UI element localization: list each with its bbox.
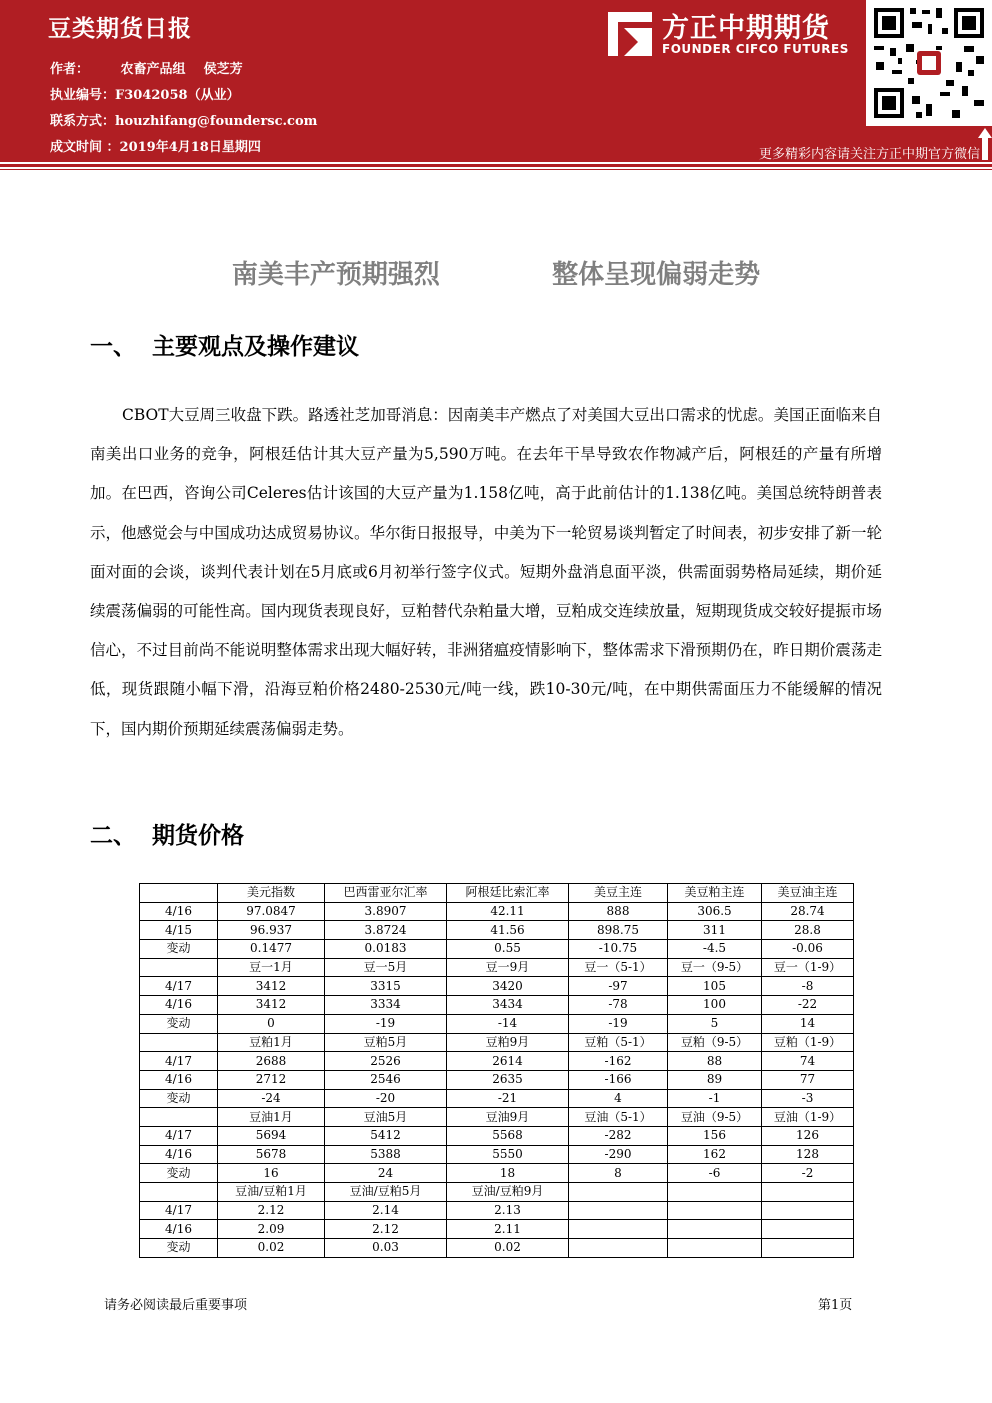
table-cell: 豆油1月 xyxy=(218,1108,325,1127)
row-label-cell: 变动 xyxy=(140,1164,218,1183)
table-row xyxy=(140,921,854,940)
table-row xyxy=(140,884,854,903)
author-label: 作者： xyxy=(50,62,90,77)
row-label-cell: 4/17 xyxy=(140,977,218,996)
table-cell: 89 xyxy=(668,1070,762,1089)
table-cell: 豆油/豆粕9月 xyxy=(447,1183,569,1202)
table-cell: 2546 xyxy=(325,1070,447,1089)
table-cell: 28.74 xyxy=(762,902,854,921)
document-title-part1: 南美丰产预期强烈 xyxy=(231,260,440,290)
table-cell: 888 xyxy=(569,902,668,921)
row-label-cell: 4/16 xyxy=(140,1070,218,1089)
table-cell: 2688 xyxy=(218,1052,325,1071)
table-cell: -19 xyxy=(325,1014,447,1033)
table-cell: 3412 xyxy=(218,996,325,1015)
row-label-cell: 4/16 xyxy=(140,902,218,921)
qr-code xyxy=(866,0,992,126)
table-cell: -24 xyxy=(218,1089,325,1108)
table-cell: -8 xyxy=(762,977,854,996)
table-cell xyxy=(569,1183,668,1202)
table-cell xyxy=(668,1183,762,1202)
table-cell: 豆粕5月 xyxy=(325,1033,447,1052)
table-cell: -19 xyxy=(569,1014,668,1033)
table-cell xyxy=(668,1220,762,1239)
author-line xyxy=(50,58,243,77)
table-cell: 豆油/豆粕5月 xyxy=(325,1183,447,1202)
table-cell: 巴西雷亚尔汇率 xyxy=(325,884,447,903)
table-cell: 5678 xyxy=(218,1145,325,1164)
date-label: 成文时间 ： xyxy=(50,140,120,155)
table-cell: 156 xyxy=(668,1126,762,1145)
footer-notice: 请务必阅读最后重要事项 xyxy=(104,1298,248,1313)
table-row xyxy=(140,1164,854,1183)
table-cell: 5694 xyxy=(218,1126,325,1145)
table-cell: 豆油（5-1） xyxy=(569,1108,668,1127)
section-number: 二、 xyxy=(90,823,136,849)
table-cell: 2.09 xyxy=(218,1220,325,1239)
table-cell: 898.75 xyxy=(569,921,668,940)
table-cell: 4 xyxy=(569,1089,668,1108)
table-cell: -3 xyxy=(762,1089,854,1108)
table-cell: 0.55 xyxy=(447,940,569,959)
table-cell: 豆粕（5-1） xyxy=(569,1033,668,1052)
table-row xyxy=(140,1070,854,1089)
table-cell: 0.02 xyxy=(447,1239,569,1258)
table-cell: 42.11 xyxy=(447,902,569,921)
table-cell: -166 xyxy=(569,1070,668,1089)
date-value: 2019年4月18日星期四 xyxy=(119,140,261,155)
table-cell: 41.56 xyxy=(447,921,569,940)
body-paragraph: CBOT大豆周三收盘下跌。路透社芝加哥消息：因南美丰产燃点了对美国大豆出口需求的忧虑。美国正面临来自南美出口业务的竞争，阿根廷估计其大豆产量为5,590万吨。在去年干旱导致农作物减产后，阿根廷的产量有所增加。在巴西，咨询公司Celeres估计该国的大豆产量为1.158亿吨，高于此前估计的1.138亿吨。美国总统特朗普表示，他感觉会与中国成功达成贸易协议。华尔街日报报导，中美为下一轮贸易谈判暂定了时间表，初步安排了新一轮面对面的会谈，谈判代表计划在5月底或6月初举行签字仪式。短期外盘消息面平淡，供需面弱势格局延续，期价延续震荡偏弱的可能性高。国内现货表现良好，豆粕替代杂粕量大增，豆粕成交连续放量，短期现货成交较好提振市场信心，不过目前尚不能说明整体需求出现大幅好转，非洲猪瘟疫情影响下，整体需求下滑预期仍在，昨日期价震荡走低，现货跟随小幅下滑，沿海豆粕价格2480-2530元/吨一线，跌10-30元/吨，在中期供需面压力不能缓解的情况下，国内期价预期延续震荡偏弱走势。 xyxy=(90,406,882,738)
table-row xyxy=(140,1033,854,1052)
table-cell: -22 xyxy=(762,996,854,1015)
table-cell: 美豆主连 xyxy=(569,884,668,903)
license-value: F3042058（从业） xyxy=(115,88,240,103)
table-cell xyxy=(569,1220,668,1239)
table-cell xyxy=(762,1220,854,1239)
header-divider-thin xyxy=(0,169,992,170)
table-cell: 0.03 xyxy=(325,1239,447,1258)
table-cell: -0.06 xyxy=(762,940,854,959)
table-row xyxy=(140,958,854,977)
table-cell xyxy=(762,1183,854,1202)
table-cell: 5 xyxy=(668,1014,762,1033)
table-cell: 128 xyxy=(762,1145,854,1164)
table-cell: 311 xyxy=(668,921,762,940)
contact-label: 联系方式： xyxy=(50,114,116,129)
row-label-cell: 4/16 xyxy=(140,996,218,1015)
table-cell: 5568 xyxy=(447,1126,569,1145)
table-cell: 美豆粕主连 xyxy=(668,884,762,903)
logo-cn-text: 方正中期期货 xyxy=(662,13,830,44)
row-label-cell: 变动 xyxy=(140,940,218,959)
table-cell: 3420 xyxy=(447,977,569,996)
table-cell xyxy=(668,1239,762,1258)
table-cell: 100 xyxy=(668,996,762,1015)
table-cell: 2635 xyxy=(447,1070,569,1089)
page-number: 第1页 xyxy=(818,1298,853,1313)
table-cell: 97.0847 xyxy=(218,902,325,921)
row-label-cell xyxy=(140,884,218,903)
table-cell xyxy=(762,1239,854,1258)
table-cell: 豆油/豆粕1月 xyxy=(218,1183,325,1202)
table-cell: 5412 xyxy=(325,1126,447,1145)
follow-wechat-text: 更多精彩内容请关注方正中期官方微信 xyxy=(758,147,980,162)
table-cell: 2526 xyxy=(325,1052,447,1071)
table-cell: -97 xyxy=(569,977,668,996)
table-cell: 豆一（9-5） xyxy=(668,958,762,977)
table-cell: 豆一5月 xyxy=(325,958,447,977)
row-label-cell: 4/16 xyxy=(140,1145,218,1164)
table-cell: 2.11 xyxy=(447,1220,569,1239)
table-cell: 阿根廷比索汇率 xyxy=(447,884,569,903)
row-label-cell xyxy=(140,1183,218,1202)
table-cell: -2 xyxy=(762,1164,854,1183)
table-row xyxy=(140,996,854,1015)
row-label-cell: 4/17 xyxy=(140,1052,218,1071)
table-row xyxy=(140,1201,854,1220)
table-cell: 3434 xyxy=(447,996,569,1015)
table-cell: 14 xyxy=(762,1014,854,1033)
section-heading-1 xyxy=(90,328,359,361)
table-cell: -10.75 xyxy=(569,940,668,959)
table-cell xyxy=(569,1239,668,1258)
table-cell: 5550 xyxy=(447,1145,569,1164)
table-cell: 豆油9月 xyxy=(447,1108,569,1127)
table-row xyxy=(140,1089,854,1108)
table-cell: 美元指数 xyxy=(218,884,325,903)
table-cell: 2614 xyxy=(447,1052,569,1071)
table-row xyxy=(140,1239,854,1258)
table-cell: -1 xyxy=(668,1089,762,1108)
table-cell xyxy=(762,1201,854,1220)
table-cell: 77 xyxy=(762,1070,854,1089)
table-cell: 162 xyxy=(668,1145,762,1164)
futures-price-table xyxy=(139,883,854,1258)
table-cell: -4.5 xyxy=(668,940,762,959)
report-header xyxy=(0,0,992,162)
section-title: 期货价格 xyxy=(152,823,244,849)
row-label-cell xyxy=(140,1108,218,1127)
table-cell: -78 xyxy=(569,996,668,1015)
table-cell: 美豆油主连 xyxy=(762,884,854,903)
table-row xyxy=(140,977,854,996)
table-cell: 豆一1月 xyxy=(218,958,325,977)
row-label-cell: 变动 xyxy=(140,1014,218,1033)
table-cell xyxy=(668,1201,762,1220)
table-cell: 豆油（1-9） xyxy=(762,1108,854,1127)
table-cell: 2.14 xyxy=(325,1201,447,1220)
table-row xyxy=(140,940,854,959)
table-cell: 0.0183 xyxy=(325,940,447,959)
company-logo xyxy=(604,6,864,62)
table-cell: 18 xyxy=(447,1164,569,1183)
table-cell: 5388 xyxy=(325,1145,447,1164)
header-divider xyxy=(0,164,992,167)
table-cell: 豆油（9-5） xyxy=(668,1108,762,1127)
table-cell: 0.02 xyxy=(218,1239,325,1258)
license-label: 执业编号： xyxy=(50,88,116,103)
table-cell: 2.13 xyxy=(447,1201,569,1220)
table-cell: 3412 xyxy=(218,977,325,996)
row-label-cell: 变动 xyxy=(140,1239,218,1258)
table-row xyxy=(140,1052,854,1071)
table-row xyxy=(140,1108,854,1127)
date-line xyxy=(50,136,261,155)
table-cell: 74 xyxy=(762,1052,854,1071)
table-cell: 0.1477 xyxy=(218,940,325,959)
author-value: 农畜产品组 侯芝芳 xyxy=(120,62,243,77)
table-cell: 8 xyxy=(569,1164,668,1183)
logo-mark-icon xyxy=(604,8,656,60)
table-cell: 2.12 xyxy=(325,1220,447,1239)
row-label-cell: 变动 xyxy=(140,1089,218,1108)
table-cell: 豆粕（9-5） xyxy=(668,1033,762,1052)
row-label-cell: 4/17 xyxy=(140,1201,218,1220)
row-label-cell xyxy=(140,958,218,977)
table-cell: 3334 xyxy=(325,996,447,1015)
row-label-cell xyxy=(140,1033,218,1052)
table-row xyxy=(140,1014,854,1033)
section-number: 一、 xyxy=(90,334,136,360)
table-cell: 88 xyxy=(668,1052,762,1071)
section-title: 主要观点及操作建议 xyxy=(152,334,359,360)
table-cell: 豆粕（1-9） xyxy=(762,1033,854,1052)
table-cell: -20 xyxy=(325,1089,447,1108)
contact-value: houzhifang@foundersc.com xyxy=(115,114,318,129)
row-label-cell: 4/17 xyxy=(140,1126,218,1145)
table-cell: 16 xyxy=(218,1164,325,1183)
table-row xyxy=(140,1220,854,1239)
table-row xyxy=(140,902,854,921)
table-cell: 豆油5月 xyxy=(325,1108,447,1127)
table-cell: 96.937 xyxy=(218,921,325,940)
contact-line xyxy=(50,110,317,129)
table-cell: 豆一9月 xyxy=(447,958,569,977)
qr-code-icon xyxy=(866,0,992,126)
document-title xyxy=(0,254,992,291)
table-cell: 3.8724 xyxy=(325,921,447,940)
table-cell: 105 xyxy=(668,977,762,996)
table-cell: 0 xyxy=(218,1014,325,1033)
arrow-up-icon xyxy=(978,128,992,160)
table-row xyxy=(140,1126,854,1145)
table-cell: 2.12 xyxy=(218,1201,325,1220)
table-cell: 24 xyxy=(325,1164,447,1183)
table-cell xyxy=(569,1201,668,1220)
table-cell: 豆一（5-1） xyxy=(569,958,668,977)
table-cell: 3315 xyxy=(325,977,447,996)
table-cell: -6 xyxy=(668,1164,762,1183)
row-label-cell: 4/16 xyxy=(140,1220,218,1239)
table-cell: -14 xyxy=(447,1014,569,1033)
table-cell: 126 xyxy=(762,1126,854,1145)
table-cell: 豆一（1-9） xyxy=(762,958,854,977)
section-heading-2 xyxy=(90,817,244,850)
table-row xyxy=(140,1145,854,1164)
table-cell: -290 xyxy=(569,1145,668,1164)
table-cell: 2712 xyxy=(218,1070,325,1089)
table-cell: -162 xyxy=(569,1052,668,1071)
report-title: 豆类期货日报 xyxy=(48,16,192,42)
table-cell: 28.8 xyxy=(762,921,854,940)
document-title-part2: 整体呈现偏弱走势 xyxy=(552,260,761,290)
row-label-cell: 4/15 xyxy=(140,921,218,940)
license-line xyxy=(50,84,240,103)
table-cell: 豆粕1月 xyxy=(218,1033,325,1052)
table-row xyxy=(140,1183,854,1202)
table-cell: 豆粕9月 xyxy=(447,1033,569,1052)
table-cell: -21 xyxy=(447,1089,569,1108)
table-cell: 306.5 xyxy=(668,902,762,921)
logo-en-text: FOUNDER CIFCO FUTURES xyxy=(662,42,849,56)
table-cell: 3.8907 xyxy=(325,902,447,921)
table-cell: -282 xyxy=(569,1126,668,1145)
